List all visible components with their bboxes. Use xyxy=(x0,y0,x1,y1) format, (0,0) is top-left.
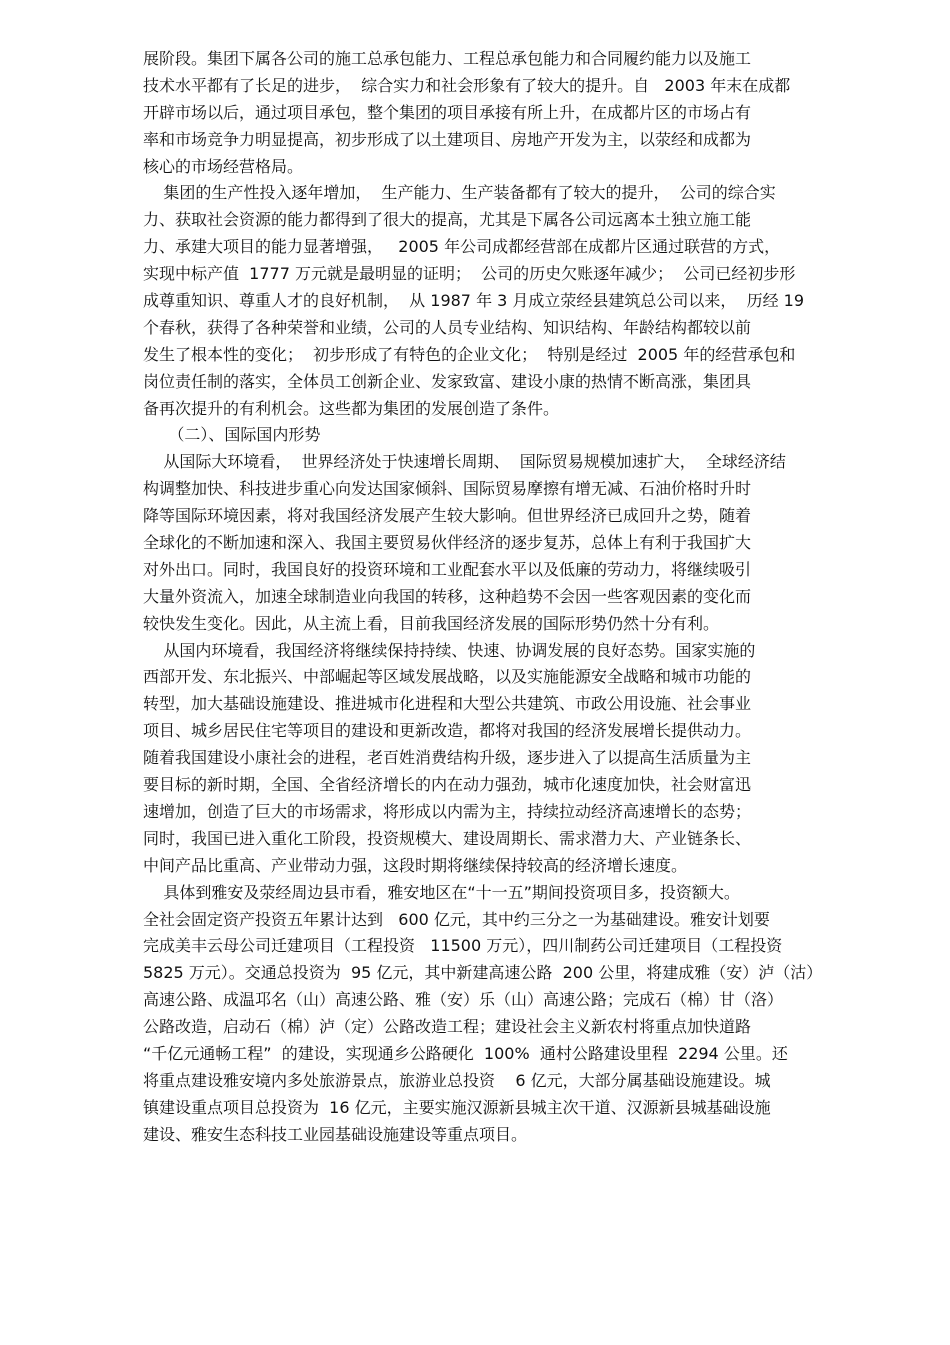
text-line: 项目、城乡居民住宅等项目的建设和更新改造，都将对我国的经济发展增长提供动力。 xyxy=(143,721,752,741)
text-line: 中间产品比重高、产业带动力强，这段时期将继续保持较高的经济增长速度。 xyxy=(143,855,688,875)
text-line: 降等国际环境因素，将对我国经济发展产生较大影响。但世界经济已成回升之势，随着 xyxy=(143,506,752,526)
text-line: 转型，加大基础设施建设、推进城市化进程和大型公共建筑、市政公用设施、社会事业 xyxy=(143,694,752,714)
text-line: 将重点建设雅安境内多处旅游景点，旅游业总投资 6 亿元，大部分属基础设施建设。城 xyxy=(143,1070,771,1090)
text-line: 从国内环境看，我国经济将继续保持持续、快速、协调发展的良好态势。国家实施的 xyxy=(143,640,756,660)
body-text xyxy=(143,46,883,1149)
text-line: 技术水平都有了长足的进步， 综合实力和社会形象有了较大的提升。自 2003 年末在成都 xyxy=(143,75,791,95)
text-line: 率和市场竞争力明显提高，初步形成了以土建项目、房地产开发为主，以荥经和成都为 xyxy=(143,129,752,149)
text-line: 5825 万元）。交通总投资为 95 亿元，其中新建高速公路 200 公里，将建成雅（安）泸（沽） xyxy=(143,963,823,983)
text-line: 高速公路、成温邛名（山）高速公路、雅（安）乐（山）高速公路；完成石（棉）甘（洛） xyxy=(143,990,784,1010)
text-line: 开辟市场以后，通过项目承包，整个集团的项目承接有所上升，在成都片区的市场占有 xyxy=(143,102,752,122)
text-line: 核心的市场经营格局。 xyxy=(143,156,304,176)
text-line: 力、获取社会资源的能力都得到了很大的提高，尤其是下属各公司远离本土独立施工能 xyxy=(143,210,752,230)
text-line: 备再次提升的有利机会。这些都为集团的发展创造了条件。 xyxy=(143,398,560,418)
text-line: 集团的生产性投入逐年增加， 生产能力、生产装备都有了较大的提升， 公司的综合实 xyxy=(143,183,776,203)
text-line: 完成美丰云母公司迁建项目（工程投资 11500 万元），四川制药公司迁建项目（工程投资 xyxy=(143,936,783,956)
text-line: 全球化的不断加速和深入、我国主要贸易伙伴经济的逐步复苏，总体上有利于我国扩大 xyxy=(143,533,752,553)
text-line: 对外出口。同时，我国良好的投资环境和工业配套水平以及低廉的劳动力，将继续吸引 xyxy=(143,559,752,579)
text-line: 具体到雅安及荥经周边县市看，雅安地区在“十一五”期间投资项目多，投资额大。 xyxy=(143,882,740,902)
text-line: 成尊重知识、尊重人才的良好机制， 从 1987 年 3 月成立荥经县建筑总公司以来， 历经 19 xyxy=(143,291,805,311)
text-line: 较快发生变化。因此，从主流上看，目前我国经济发展的国际形势仍然十分有利。 xyxy=(143,613,720,633)
text-line: 从国际大环境看， 世界经济处于快速增长周期、 国际贸易规模加速扩大， 全球经济结 xyxy=(143,452,786,472)
text-line: 同时，我国已进入重化工阶段，投资规模大、建设周期长、需求潜力大、产业链条长、 xyxy=(143,828,752,848)
text-line: 构调整加快、科技进步重心向发达国家倾斜、国际贸易摩擦有增无减、石油价格时升时 xyxy=(143,479,752,499)
text-line: 全社会固定资产投资五年累计达到 600 亿元，其中约三分之一为基础建设。雅安计划要 xyxy=(143,909,770,929)
text-line: “千亿元通畅工程” 的建设，实现通乡公路硬化 100% 通村公路建设里程 2294 公里。还 xyxy=(143,1043,788,1063)
text-line: 建设、雅安生态科技工业园基础设施建设等重点项目。 xyxy=(143,1124,528,1144)
text-line: 岗位责任制的落实，全体员工创新企业、发家致富、建设小康的热情不断高涨，集团具 xyxy=(143,371,752,391)
text-line: 镇建设重点项目总投资为 16 亿元，主要实施汉源新县城主次干道、汉源新县城基础设施 xyxy=(143,1097,771,1117)
text-line: 要目标的新时期，全国、全省经济增长的内在动力强劲，城市化速度加快，社会财富迅 xyxy=(143,775,752,795)
text-line: 展阶段。集团下属各公司的施工总承包能力、工程总承包能力和合同履约能力以及施工 xyxy=(143,49,752,68)
text-line: 随着我国建设小康社会的进程，老百姓消费结构升级，逐步进入了以提高生活质量为主 xyxy=(143,748,752,768)
text-line: 公路改造，启动石（棉）泸（定）公路改造工程；建设社会主义新农村将重点加快道路 xyxy=(143,1017,752,1037)
text-line: 实现中标产值 1777 万元就是最明显的证明； 公司的历史欠账逐年减少； 公司已经初步形 xyxy=(143,264,796,284)
text-line: 发生了根本性的变化； 初步形成了有特色的企业文化； 特别是经过 2005 年的经营承包和 xyxy=(143,344,796,364)
section-heading: （二）、国际国内形势 xyxy=(143,425,321,445)
text-line: 个春秋，获得了各种荣誉和业绩，公司的人员专业结构、知识结构、年龄结构都较以前 xyxy=(143,317,752,337)
text-line: 力、承建大项目的能力显著增强， 2005 年公司成都经营部在成都片区通过联营的方式， xyxy=(143,237,781,257)
text-line: 速增加，创造了巨大的市场需求，将形成以内需为主，持续拉动经济高速增长的态势； xyxy=(143,801,752,821)
text-line: 大量外资流入，加速全球制造业向我国的转移，这种趋势不会因一些客观因素的变化而 xyxy=(143,586,752,606)
text-line: 西部开发、东北振兴、中部崛起等区域发展战略，以及实施能源安全战略和城市功能的 xyxy=(143,667,752,687)
